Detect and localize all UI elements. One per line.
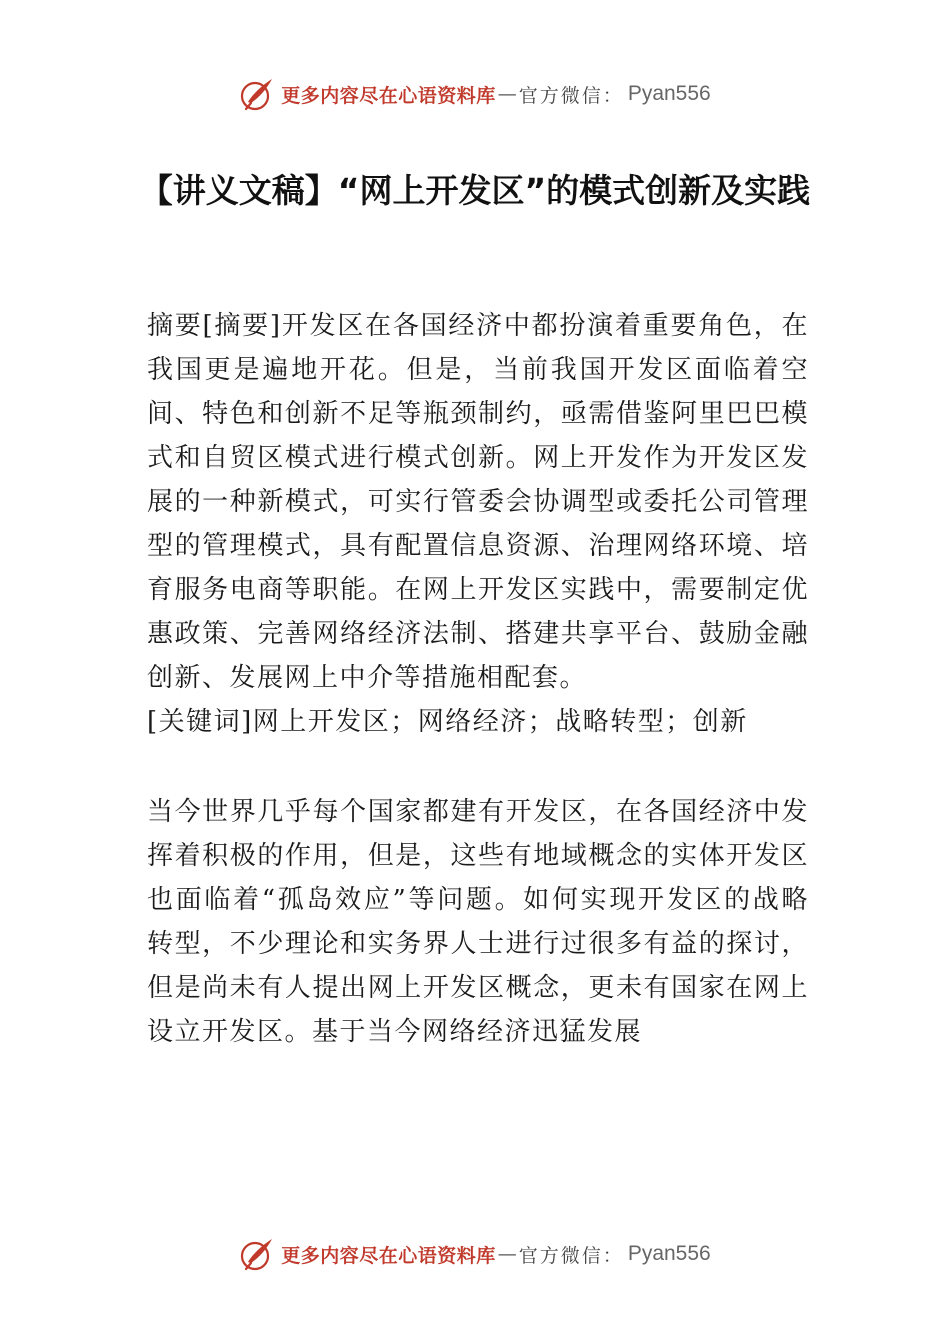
promo-dash: — [497, 83, 517, 105]
keywords-line: [关键词]网上开发区；网络经济；战略转型；创新 [147, 707, 748, 737]
footer-banner [0, 1232, 950, 1276]
intro-paragraph: 当今世界几乎每个国家都建有开发区，在各国经济中发挥着积极的作用，但是，这些有地域概念的实体开发区也面临着“孤岛效应”等问题。如何实现开发区的战略转型，不少理论和实务界人士进行过很多有益的探讨，但是尚未有人提出网上开发区概念，更未有国家在网上设立开发区。基于当今网络经济迅猛发展 [147, 797, 809, 1047]
feather-quill-icon [239, 1236, 275, 1272]
promo-text: 更多内容尽在心语资料库 [281, 1244, 496, 1267]
document-title: 【讲义文稿】“网上开发区”的模式创新及实践 [139, 171, 811, 210]
wechat-id: Pyan556 [627, 1242, 711, 1265]
feather-quill-icon [239, 76, 275, 112]
abstract-paragraph: 摘要[摘要]开发区在各国经济中都扮演着重要角色，在我国更是遍地开花。但是，当前我国开发区面临着空间、特色和创新不足等瓶颈制约，亟需借鉴阿里巴巴模式和自贸区模式进行模式创新。网上开发作为开发区发展的一种新模式，可实行管委会协调型或委托公司管理型的管理模式，具有配置信息资源、治理网络环境、培育服务电商等职能。在网上开发区实践中，需要制定优惠政策、完善网络经济法制、搭建共享平台、鼓励金融创新、发展网上中介等措施相配套。 [147, 311, 809, 693]
wechat-label: 官方微信： [518, 84, 624, 107]
promo-dash: — [497, 1243, 517, 1265]
wechat-label: 官方微信： [518, 1244, 624, 1267]
promo-text: 更多内容尽在心语资料库 [281, 84, 496, 107]
header-banner [0, 72, 950, 116]
wechat-id: Pyan556 [627, 82, 711, 105]
